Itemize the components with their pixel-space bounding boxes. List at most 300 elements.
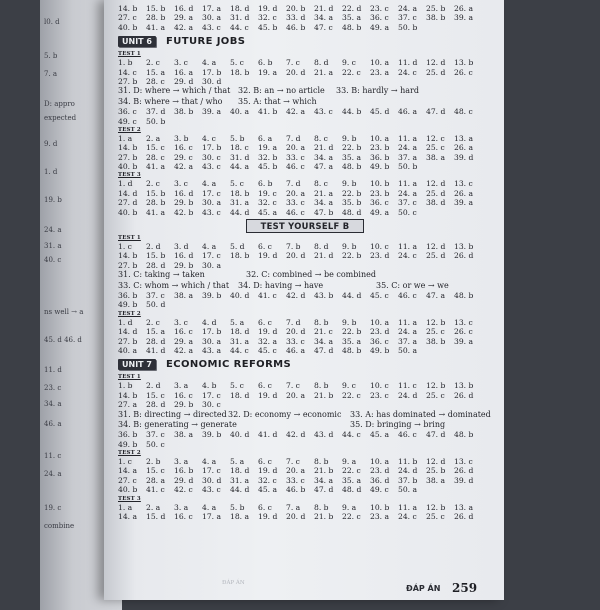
answer-cell: 9. b	[342, 242, 357, 252]
answer-cell: 29. c	[174, 152, 193, 162]
answer-cell: 14. b	[118, 390, 138, 400]
answer-row	[118, 68, 494, 77]
answer-cell: 5. a	[230, 457, 245, 467]
answer-cell: 44. d	[342, 290, 362, 300]
answer-cell: 45. a	[258, 207, 278, 217]
answer-cell: 10. a	[370, 457, 390, 467]
answer-cell: 17. b	[202, 327, 222, 337]
test-label: TEST 2	[118, 126, 141, 133]
answer-cell: 25. c	[426, 143, 445, 153]
test-label: TEST 1	[118, 51, 141, 58]
answer-cell: 16. c	[174, 327, 193, 337]
answer-cell: 19. a	[258, 143, 278, 153]
answer-cell: 7. d	[286, 179, 301, 189]
answer-cell: 16. b	[174, 466, 194, 476]
answer-cell: 6. b	[258, 58, 273, 68]
answer-cell: 10. b	[370, 502, 390, 512]
answer-cell: 1. a	[118, 133, 133, 143]
answer-cell: 28. b	[146, 198, 166, 208]
answer-cell: 50. a	[398, 485, 418, 495]
answer-row	[118, 117, 494, 126]
answer-cell: 8. d	[314, 58, 329, 68]
answer-cell: 30. a	[202, 198, 222, 208]
correction-item: 35. C: or we → we	[376, 280, 449, 290]
answer-cell: 36. c	[370, 198, 389, 208]
answer-cell: 26. c	[454, 327, 473, 337]
answer-row	[118, 242, 494, 251]
answer-cell: 4. a	[202, 179, 217, 189]
test-label: TEST 2	[118, 310, 141, 317]
answer-cell: 33. c	[286, 475, 305, 485]
answer-cell: 3. c	[174, 179, 188, 189]
answer-cell: 28. a	[146, 475, 166, 485]
answer-cell: 3. a	[174, 381, 189, 391]
answer-cell: 44. d	[230, 207, 250, 217]
correction-row	[118, 420, 494, 430]
answer-row	[118, 143, 494, 152]
answer-cell: 9. c	[342, 381, 356, 391]
answer-cell: 18. b	[230, 251, 250, 261]
answer-cell: 43. c	[202, 485, 221, 495]
unit-title: FUTURE JOBS	[165, 36, 246, 48]
answer-cell: 19. d	[258, 512, 278, 522]
answer-cell: 39. a	[454, 198, 474, 208]
answer-cell: 42. d	[286, 290, 306, 300]
answer-cell: 31. d	[230, 13, 250, 23]
answer-cell: 21. a	[314, 67, 334, 77]
answer-cell: 6. c	[258, 457, 272, 467]
answer-cell: 22. b	[342, 188, 362, 198]
answer-cell: 18. b	[230, 67, 250, 77]
answer-cell: 14. b	[118, 251, 138, 261]
answer-cell: 41. d	[146, 345, 166, 355]
answer-cell: 18. d	[230, 4, 250, 13]
answer-cell: 46. c	[398, 290, 417, 300]
answer-cell: 39. a	[454, 336, 474, 346]
answer-cell: 4. d	[202, 317, 217, 327]
answer-cell: 19. d	[258, 466, 278, 476]
answer-cell: 6. c	[258, 242, 272, 252]
answer-cell: 48. d	[342, 207, 362, 217]
answer-row	[118, 251, 494, 260]
left-page-fragment: 11. c	[44, 452, 62, 460]
answer-cell: 16. d	[174, 251, 194, 261]
answer-cell: 33. c	[286, 336, 305, 346]
answer-cell: 21. d	[314, 143, 334, 153]
answer-cell: 31. a	[230, 198, 250, 208]
answer-cell: 5. c	[230, 381, 244, 391]
answer-cell: 44. a	[230, 162, 250, 172]
answer-cell: 9. a	[342, 457, 357, 467]
test-label: TEST 2	[118, 450, 141, 457]
answer-cell: 23. d	[370, 466, 390, 476]
answer-cell: 43. d	[314, 430, 334, 440]
left-page-fragment: 19. c	[44, 504, 62, 512]
answer-cell: 1. b	[118, 58, 133, 68]
answer-row	[118, 208, 494, 217]
answer-cell: 23. b	[370, 188, 390, 198]
answer-cell: 42. c	[174, 485, 193, 495]
answer-cell: 5. c	[230, 179, 244, 189]
answer-cell: 29. d	[174, 475, 194, 485]
answer-cell: 37. c	[146, 290, 165, 300]
answer-row	[118, 466, 494, 475]
answer-cell: 20. d	[286, 512, 306, 522]
answer-cell: 15. a	[146, 67, 166, 77]
answer-cell: 34. a	[314, 198, 334, 208]
answer-cell: 3. a	[174, 502, 189, 512]
answer-cell: 26. d	[454, 390, 474, 400]
answer-cell: 44. b	[342, 107, 362, 117]
answer-cell: 30. a	[202, 336, 222, 346]
answer-cell: 34. a	[314, 13, 334, 23]
correction-item: 34. B: generating → generate	[118, 419, 237, 429]
answer-cell: 15. b	[146, 188, 166, 198]
answer-cell: 37. b	[398, 475, 418, 485]
answer-cell: 16. c	[174, 512, 193, 522]
answer-cell: 10. b	[370, 179, 390, 189]
answer-cell: 2. a	[146, 502, 161, 512]
footer-faint-text: ĐÁP ÁN	[222, 580, 245, 586]
answer-row	[118, 58, 494, 67]
answer-row	[118, 391, 494, 400]
answer-cell: 27. c	[118, 475, 137, 485]
left-page-fragment: 1. d	[44, 168, 58, 176]
answer-cell: 1. b	[118, 381, 133, 391]
answer-cell: 24. c	[398, 512, 417, 522]
answer-cell: 19. d	[258, 251, 278, 261]
answer-cell: 17. a	[202, 512, 222, 522]
answer-cell: 6. c	[258, 317, 272, 327]
answer-cell: 47. a	[314, 162, 334, 172]
answer-cell: 44. c	[230, 22, 249, 32]
answer-cell: 42. b	[174, 207, 194, 217]
answer-cell: 26. a	[454, 143, 474, 153]
answer-cell: 41. b	[258, 107, 278, 117]
answer-cell: 40. b	[118, 22, 138, 32]
answer-cell: 42. d	[286, 430, 306, 440]
answer-cell: 25. c	[426, 327, 445, 337]
answer-cell: 47. d	[426, 107, 446, 117]
answer-cell: 35. a	[342, 475, 362, 485]
correction-row	[118, 281, 494, 291]
answer-cell: 13. a	[454, 502, 474, 512]
answer-cell: 28. d	[146, 336, 166, 346]
correction-item: 35. A: that → which	[238, 96, 317, 106]
answer-cell: 45. c	[258, 345, 277, 355]
answer-cell: 2. c	[146, 58, 160, 68]
answer-cell: 38. a	[426, 152, 446, 162]
answer-cell: 30. a	[202, 13, 222, 23]
answer-cell: 35. a	[342, 13, 362, 23]
answer-cell: 22. c	[342, 67, 361, 77]
answer-cell: 17. c	[202, 188, 221, 198]
answer-cell: 34. a	[314, 475, 334, 485]
answer-cell: 6. c	[258, 502, 272, 512]
answer-cell: 22. c	[342, 466, 361, 476]
answer-cell: 4. a	[202, 58, 217, 68]
answer-cell: 14. c	[118, 67, 137, 77]
answer-cell: 48. b	[342, 22, 362, 32]
answer-cell: 25. b	[426, 466, 446, 476]
answer-cell: 28. c	[146, 76, 165, 86]
answer-cell: 48. b	[342, 345, 362, 355]
answer-cell: 20. d	[286, 67, 306, 77]
left-page-fragment: combine	[44, 522, 75, 530]
correction-item: 32. C: combined → be combined	[246, 270, 376, 280]
answer-row	[118, 430, 494, 439]
answer-cell: 2. d	[146, 381, 161, 391]
answer-cell: 21. b	[314, 466, 334, 476]
answer-cell: 49. b	[370, 162, 390, 172]
answer-cell: 20. d	[286, 327, 306, 337]
answer-cell: 36. c	[118, 107, 137, 117]
answer-cell: 37. c	[398, 198, 417, 208]
answer-cell: 6. b	[258, 179, 273, 189]
answer-cell: 1. c	[118, 457, 132, 467]
answer-cell: 44. d	[230, 485, 250, 495]
answer-cell: 22. b	[342, 251, 362, 261]
answer-cell: 46. c	[398, 430, 417, 440]
answer-cell: 10. c	[370, 381, 389, 391]
answer-cell: 44. c	[342, 430, 361, 440]
answer-cell: 13. c	[454, 179, 473, 189]
answer-row	[118, 23, 494, 32]
test-label: TEST 3	[118, 172, 141, 179]
answer-cell: 11. a	[398, 317, 418, 327]
correction-item: 31. C: taking → taken	[118, 270, 205, 280]
answer-cell: 45. c	[370, 290, 389, 300]
answer-cell: 12. b	[426, 317, 446, 327]
answer-cell: 8. b	[314, 381, 329, 391]
answer-row	[118, 476, 494, 485]
answer-cell: 17. a	[202, 4, 222, 13]
answer-cell: 36. c	[370, 13, 389, 23]
answer-cell: 3. c	[174, 58, 188, 68]
answer-cell: 5. c	[230, 58, 244, 68]
answer-row	[118, 77, 494, 86]
answer-cell: 37. d	[146, 107, 166, 117]
answer-cell: 4. a	[202, 242, 217, 252]
answer-cell: 18. b	[230, 188, 250, 198]
correction-item: 33. B: hardly → hard	[336, 86, 419, 96]
answer-cell: 20. a	[286, 188, 306, 198]
answer-cell: 41. c	[258, 290, 277, 300]
left-page-fragment: 19. b	[44, 196, 62, 204]
answer-cell: 25. d	[426, 188, 446, 198]
answer-cell: 23. d	[370, 251, 390, 261]
answer-cell: 11. a	[398, 179, 418, 189]
answer-cell: 49. b	[118, 300, 138, 310]
answer-row	[118, 13, 494, 22]
answer-cell: 30. c	[202, 152, 221, 162]
answer-row	[118, 512, 494, 521]
answer-row	[118, 134, 494, 143]
answer-cell: 30. c	[202, 400, 221, 410]
answer-cell: 6. c	[258, 381, 272, 391]
left-page-fragment: 24. a	[44, 470, 62, 478]
answer-cell: 7. c	[286, 457, 300, 467]
answer-key-content	[118, 4, 494, 521]
answer-cell: 19. c	[258, 188, 277, 198]
answer-cell: 38. b	[174, 107, 194, 117]
answer-cell: 26. c	[454, 67, 473, 77]
answer-cell: 5. d	[230, 242, 245, 252]
answer-cell: 24. d	[398, 390, 418, 400]
answer-cell: 18. d	[230, 466, 250, 476]
left-page-fragment: 45. d 46. d	[44, 336, 82, 344]
answer-cell: 2. a	[146, 133, 161, 143]
answer-cell: 18. d	[230, 327, 250, 337]
answer-cell: 32. a	[258, 336, 278, 346]
answer-cell: 25. c	[426, 512, 445, 522]
answer-cell: 7. a	[286, 502, 301, 512]
answer-cell: 26. d	[454, 466, 474, 476]
answer-cell: 39. a	[454, 13, 474, 23]
answer-cell: 33. d	[286, 13, 306, 23]
answer-cell: 1. d	[118, 179, 133, 189]
answer-cell: 1. c	[118, 242, 132, 252]
answer-row	[118, 485, 494, 494]
answer-cell: 24. a	[398, 188, 418, 198]
answer-cell: 50. b	[398, 162, 418, 172]
answer-cell: 48. b	[342, 162, 362, 172]
answer-cell: 8. c	[314, 179, 328, 189]
answer-cell: 9. c	[342, 58, 356, 68]
left-page-fragment: ns well → a	[44, 308, 84, 316]
answer-cell: 25. d	[426, 67, 446, 77]
answer-row	[118, 337, 494, 346]
correction-row	[118, 97, 494, 107]
answer-cell: 15. b	[146, 4, 166, 13]
left-page-fragment: 5. b	[44, 52, 58, 60]
answer-cell: 31. d	[230, 152, 250, 162]
correction-item: 31. B: directing → directed	[118, 409, 227, 419]
answer-cell: 15. b	[146, 251, 166, 261]
answer-cell: 39. d	[454, 475, 474, 485]
answer-cell: 40. d	[230, 290, 250, 300]
answer-cell: 33. c	[286, 152, 305, 162]
answer-cell: 30. a	[202, 260, 222, 270]
answer-cell: 23. c	[370, 390, 389, 400]
answer-cell: 15. c	[146, 466, 165, 476]
answer-cell: 19. d	[258, 390, 278, 400]
answer-cell: 22. b	[342, 143, 362, 153]
answer-cell: 29. a	[174, 13, 194, 23]
answer-cell: 18. d	[230, 390, 250, 400]
answer-cell: 47. a	[426, 290, 446, 300]
answer-cell: 1. d	[118, 317, 133, 327]
answer-cell: 20. a	[286, 390, 306, 400]
answer-cell: 14. b	[118, 143, 138, 153]
answer-cell: 36. b	[118, 290, 138, 300]
answer-cell: 23. d	[370, 327, 390, 337]
answer-cell: 12. d	[426, 242, 446, 252]
answer-cell: 39. b	[202, 290, 222, 300]
answer-cell: 24. d	[398, 466, 418, 476]
answer-cell: 10. c	[370, 242, 389, 252]
answer-cell: 26. d	[454, 251, 474, 261]
left-page-fragment: l0. d	[44, 18, 60, 26]
answer-cell: 12. d	[426, 58, 446, 68]
answer-cell: 31. a	[230, 336, 250, 346]
answer-cell: 27. d	[118, 198, 138, 208]
answer-cell: 7. d	[286, 317, 301, 327]
answer-cell: 2. d	[146, 242, 161, 252]
answer-cell: 29. d	[174, 76, 194, 86]
answer-cell: 11. a	[398, 502, 418, 512]
answer-cell: 38. a	[174, 430, 194, 440]
answer-row	[118, 261, 494, 270]
answer-cell: 20. a	[286, 466, 306, 476]
answer-cell: 47. d	[314, 485, 334, 495]
answer-cell: 28. c	[146, 152, 165, 162]
answer-cell: 4. a	[202, 457, 217, 467]
answer-cell: 48. d	[342, 485, 362, 495]
answer-cell: 5. b	[230, 502, 245, 512]
answer-cell: 9. b	[342, 179, 357, 189]
answer-cell: 20. b	[286, 4, 306, 13]
answer-cell: 38. a	[174, 290, 194, 300]
answer-cell: 4. a	[202, 502, 217, 512]
answer-cell: 19. a	[258, 67, 278, 77]
test-yourself-title: TEST YOURSELF B	[246, 219, 364, 233]
answer-cell: 50. c	[398, 207, 417, 217]
answer-cell: 12. d	[426, 179, 446, 189]
answer-cell: 20. a	[286, 143, 306, 153]
answer-cell: 47. d	[426, 430, 446, 440]
answer-cell: 24. a	[398, 327, 418, 337]
footer-section-label: ĐÁP ÁN	[406, 584, 441, 593]
answer-cell: 1. a	[118, 502, 133, 512]
answer-cell: 42. a	[174, 345, 194, 355]
answer-cell: 47. d	[314, 345, 334, 355]
correction-item: 34. B: where → that / who	[118, 96, 223, 106]
answer-cell: 22. d	[342, 4, 362, 13]
answer-cell: 21. d	[314, 251, 334, 261]
answer-cell: 16. a	[174, 67, 194, 77]
answer-cell: 50. a	[398, 345, 418, 355]
answer-cell: 3. d	[174, 242, 189, 252]
answer-cell: 11. d	[398, 58, 418, 68]
answer-cell: 36. b	[370, 152, 390, 162]
answer-cell: 40. d	[230, 430, 250, 440]
answer-cell: 43. c	[202, 207, 221, 217]
answer-cell: 49. a	[370, 22, 390, 32]
answer-cell: 46. a	[286, 345, 306, 355]
answer-cell: 26. d	[454, 512, 474, 522]
answer-cell: 41. d	[258, 430, 278, 440]
answer-cell: 38. a	[426, 475, 446, 485]
left-page-fragment: 40. c	[44, 256, 62, 264]
answer-cell: 36. c	[370, 336, 389, 346]
answer-cell: 20. d	[286, 251, 306, 261]
answer-cell: 9. a	[342, 502, 357, 512]
answer-cell: 3. a	[174, 457, 189, 467]
answer-row	[118, 400, 494, 409]
answer-cell: 18. a	[230, 512, 250, 522]
left-page-fragment: 11. d	[44, 366, 62, 374]
answer-cell: 22. b	[342, 327, 362, 337]
answer-cell: 6. a	[258, 133, 273, 143]
answer-cell: 18. c	[230, 143, 249, 153]
page-number: 259	[452, 581, 478, 595]
answer-cell: 31. a	[230, 475, 250, 485]
answer-cell: 15. a	[146, 327, 166, 337]
answer-cell: 13. c	[454, 317, 473, 327]
answer-cell: 16. c	[174, 143, 193, 153]
answer-cell: 13. b	[454, 381, 474, 391]
